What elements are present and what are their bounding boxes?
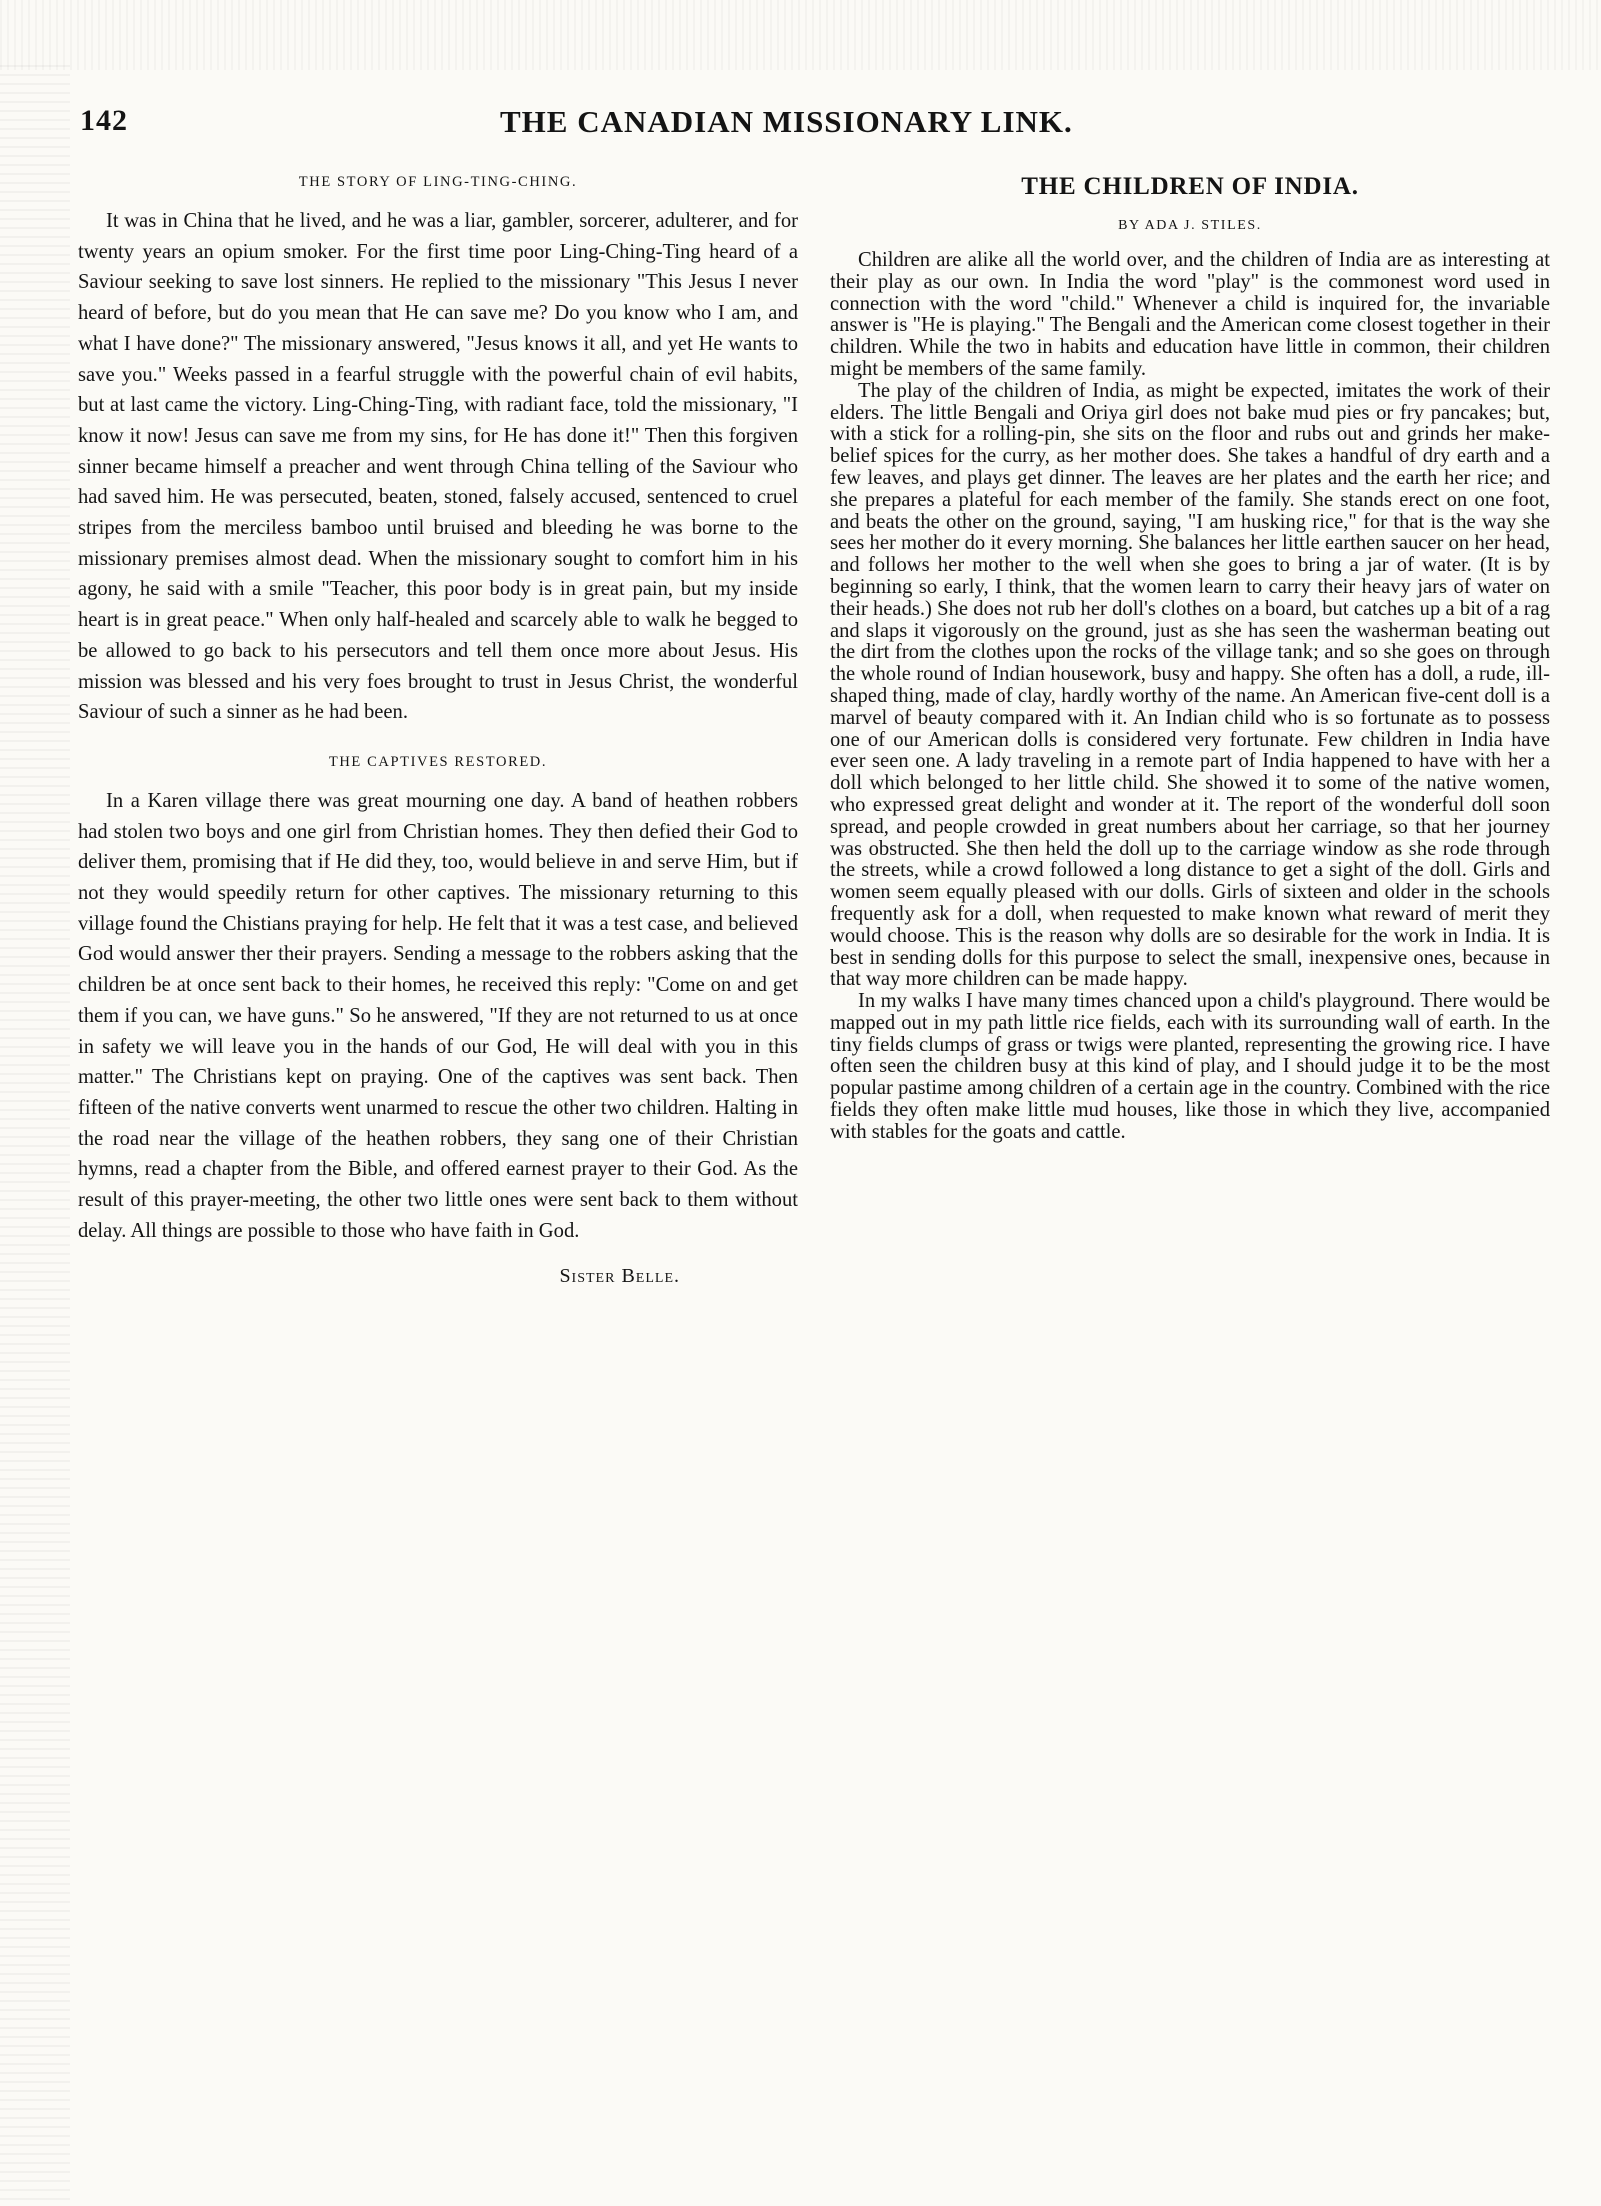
- scan-noise-top: [0, 0, 1601, 70]
- story1-text: It was in China that he lived, and he was a liar, gambler, sorcerer, adulterer, and for twenty years an opium smoker. For the first time poor Ling-Ching-Ting heard of a Saviour seeking to save lost sinners. He replied to the missionary "This Jesus I never heard of before, but do you mean that He can save me? Do you know who I am, and what I have done?" The missionary answered, "Jesus knows it all, and yet He wants to save you." Weeks passed in a fearful struggle with the powerful chain of evil habits, but at last came the victory. Ling-Ching-Ting, with radiant face, told the missionary, "I know it now! Jesus can save me from my sins, for He has done it!" Then this forgiven sinner became himself a preacher and went through China telling of the Saviour who had saved him. He was persecuted, beaten, stoned, falsely accused, sentenced to cruel stripes from the merciless bamboo until bruised and bleeding he was borne to the missionary premises almost dead. When the missionary sought to comfort him in his agony, he said with a smile "Teacher, this poor body is in great pain, but my inside heart is in great peace." When only half-healed and scarcely able to walk he begged to be allowed to go back to his persecutors and tell them once more about Jesus. His mission was blessed and his very foes brought to trust in Jesus Christ, the wonderful Saviour of such a sinner as he had been.: [78, 210, 798, 724]
- story1-title: THE STORY OF LING-TING-CHING.: [298, 174, 578, 190]
- story2-signature: Sister Belle.: [559, 1264, 680, 1287]
- article-paragraph-3: In my walks I have many times chanced upon a child's playground. There would be mapped out in my path little rice fields, each with its surrounding wall of earth. In the tiny fields clumps of grass or twigs were planted, representing the growing rice. I have often seen the children busy at this kind of play, and I should judge it to be the most popular pastime among children of a certain age in the country. Combined with the rice fields they often make little mud houses, like those in which they live, accompanied with stables for the goats and cattle.: [830, 990, 1550, 1143]
- story2-text: In a Karen village there was great mourning one day. A band of heathen robbers had stolen two boys and one girl from Christian homes. They then defied their God to deliver them, promising that if He did they, too, would believe in and serve Him, but if not they would speedily return for other captives. The missionary returning to this village found the Chistians praying for help. He felt that it was a test case, and believed God would answer ther their prayers. Sending a message to the robbers asking that the children be at once sent back to their homes, he received this reply: "Come on and get them if you can, we have guns." So he answered, "If they are not returned to us at once in safety we will leave you in the hands of our God, He will deal with you in this matter." The Christians kept on praying. One of the captives was sent back. Then fifteen of the native converts went unarmed to rescue the other two children. Halting in the road near the village of the heathen robbers, they sang one of their Christian hymns, read a chapter from the Bible, and offered earnest prayer to their God. As the result of this prayer-meeting, the other two little ones were sent back to them without delay. All things are possible to those who have faith in God.: [78, 789, 798, 1242]
- right-column: [830, 172, 1550, 1144]
- scan-noise-left: [0, 60, 70, 2200]
- story2-title: THE CAPTIVES RESTORED.: [328, 753, 548, 770]
- left-column: [78, 172, 798, 1291]
- page-number: 142: [80, 104, 128, 137]
- article-byline: BY ADA J. STILES.: [1118, 218, 1262, 233]
- page-header: [80, 104, 1560, 154]
- article-paragraph-2: The play of the children of India, as might be expected, imitates the work of their elders. The little Bengali and Oriya girl does not bake mud pies or fry pancakes; but, with a stick for a rolling-pin, she sits on the floor and rubs out and grinds her make-belief spices for the curry, as her mother does. She takes a handful of dry earth and a few leaves, and plays get dinner. The leaves are her plates and the earth her rice; and she prepares a plateful for each member of the family. She stands erect on one foot, and beats the other on the ground, saying, "I am husking rice," for that is the way she sees her mother do it every morning. She balances her little earthen saucer on her head, and follows her mother to the well when she goes to bring a jar of water. (It is by beginning so early, I think, that the women learn to carry their heavy jars of water on their heads.) She does not rub her doll's clothes on a board, but catches up a bit of a rag and slaps it vigorously on the ground, just as she has seen the washerman beating out the dirt from the clothes upon the rocks of the village tank; and so she goes on through the whole round of Indian housework, busy and happy. She often has a doll, a rude, ill-shaped thing, made of clay, hardly worthy of the name. An American five-cent doll is a marvel of beauty compared with it. An Indian child who is so fortunate as to possess one of our American dolls is considered very fortunate. Few children in India have ever seen one. A lady traveling in a remote part of India happened to have with her a doll which belonged to her little child. She showed it to some of the native women, who expressed great delight and wonder at it. The report of the wonderful doll soon spread, and people crowded in great numbers about her carriage, so that her journey was obstructed. She then held the doll up to the carriage window as she rode through the streets, while a crowd followed a long distance to get a sight of the doll. Girls and women seem equally pleased with our dolls. Girls of sixteen and older in the schools frequently ask for a doll, when requested to make known what reward of merit they would choose. This is the reason why dolls are so desirable for the work in India. It is best in sending dolls for this purpose to select the small, inexpensive ones, because in that way more children can be made happy.: [830, 379, 1550, 991]
- article-title: THE CHILDREN OF INDIA.: [1021, 173, 1359, 200]
- article-paragraph-1: Children are alike all the world over, and the children of India are as interesting at their play as our own. In India the word "play" is the commonest word used in connection with the word "child." Whenever a child is inquired for, the invariable answer is "He is playing." The Bengali and the American come closest together in their children. While the two in habits and education have little in common, their children might be members of the same family.: [830, 249, 1550, 380]
- running-title: THE CANADIAN MISSIONARY LINK.: [500, 104, 1073, 139]
